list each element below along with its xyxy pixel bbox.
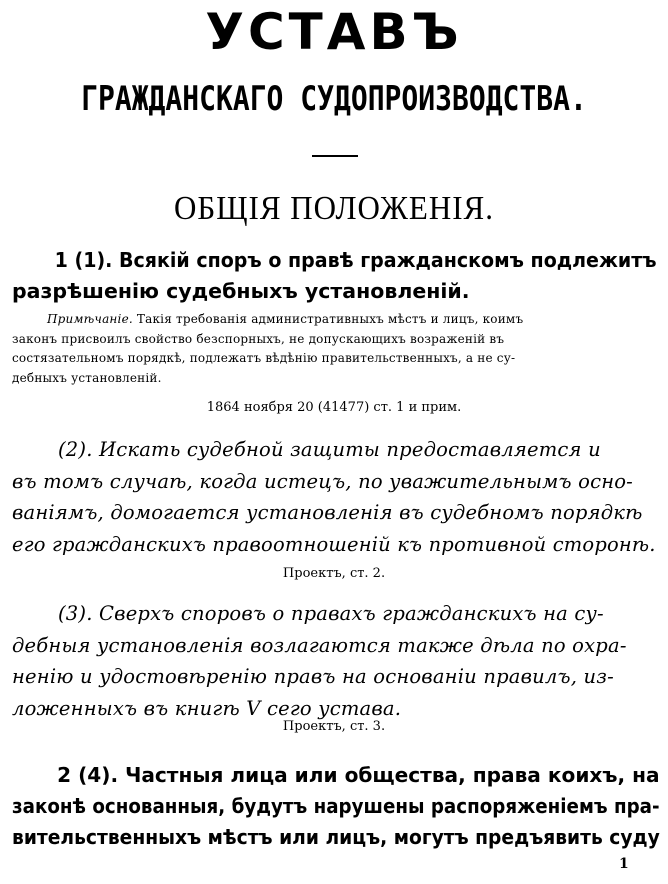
article-2-citation: Проектъ, ст. 2. bbox=[282, 566, 386, 581]
article-3-line: ненію и удостовѣренію правъ на основаніи правилъ, из- bbox=[12, 665, 614, 688]
article-1-note bbox=[12, 310, 656, 388]
article-3-line: дебныя установленія возлагаются также дѣла по охра- bbox=[12, 633, 627, 657]
article-2 bbox=[12, 434, 656, 560]
article-3 bbox=[12, 598, 656, 724]
note-line: Такія требованія административныхъ мѣстъ и лицъ, коимъ bbox=[136, 312, 524, 326]
article-4-line: законѣ основанныя, будутъ нарушены распоряженіемъ пра- bbox=[12, 794, 660, 818]
article-1-line: разрѣшенію судебныхъ установленій. bbox=[12, 279, 470, 303]
article-3-line: ложенныхъ въ книгѣ V сего устава. bbox=[12, 696, 402, 720]
article-2-line: (2). Искать судебной защиты предоставляется и bbox=[58, 438, 601, 461]
note-line: законъ присвоилъ свойство безспорныхъ, не допускающихъ возраженій въ bbox=[12, 331, 505, 346]
article-2-line: ваніямъ, домогается установленія въ судебномъ порядкѣ bbox=[12, 501, 643, 524]
page-mark: 1 bbox=[619, 856, 629, 872]
article-3-citation: Проектъ, ст. 3. bbox=[282, 719, 386, 734]
title-divider bbox=[312, 155, 358, 157]
note-line: состязательномъ порядкѣ, подлежатъ вѣдѣнію правительственныхъ, а не су- bbox=[12, 351, 516, 365]
article-1 bbox=[12, 245, 660, 307]
document-title: УСТАВЪ bbox=[205, 3, 463, 61]
note-citation: 1864 ноября 20 (41477) ст. 1 и прим. bbox=[206, 400, 462, 415]
article-4-line: вительственныхъ мѣстъ или лицъ, могутъ предъявить суду bbox=[12, 825, 660, 849]
article-2-line: въ томъ случаѣ, когда истецъ, по уважительнымъ осно- bbox=[12, 469, 633, 493]
note-line: дебныхъ установленій. bbox=[12, 370, 162, 385]
note-label: Примѣчаніе. bbox=[47, 312, 133, 326]
section-title: ОБЩІЯ ПОЛОЖЕНІЯ. bbox=[174, 188, 494, 227]
article-1-line: 1 (1). Всякій споръ о правѣ гражданскомъ подлежитъ bbox=[54, 248, 657, 272]
article-4-line: 2 (4). Частныя лица или общества, права коихъ, на bbox=[57, 763, 660, 787]
article-2-line: его гражданскихъ правоотношеній къ противной сторонѣ. bbox=[12, 532, 656, 556]
document-subtitle: ГРАЖДАНСКАГО СУДОПРОИЗВОДСТВА. bbox=[81, 78, 587, 119]
article-3-line: (3). Сверхъ споровъ о правахъ гражданскихъ на су- bbox=[58, 602, 604, 625]
article-4 bbox=[12, 760, 660, 853]
